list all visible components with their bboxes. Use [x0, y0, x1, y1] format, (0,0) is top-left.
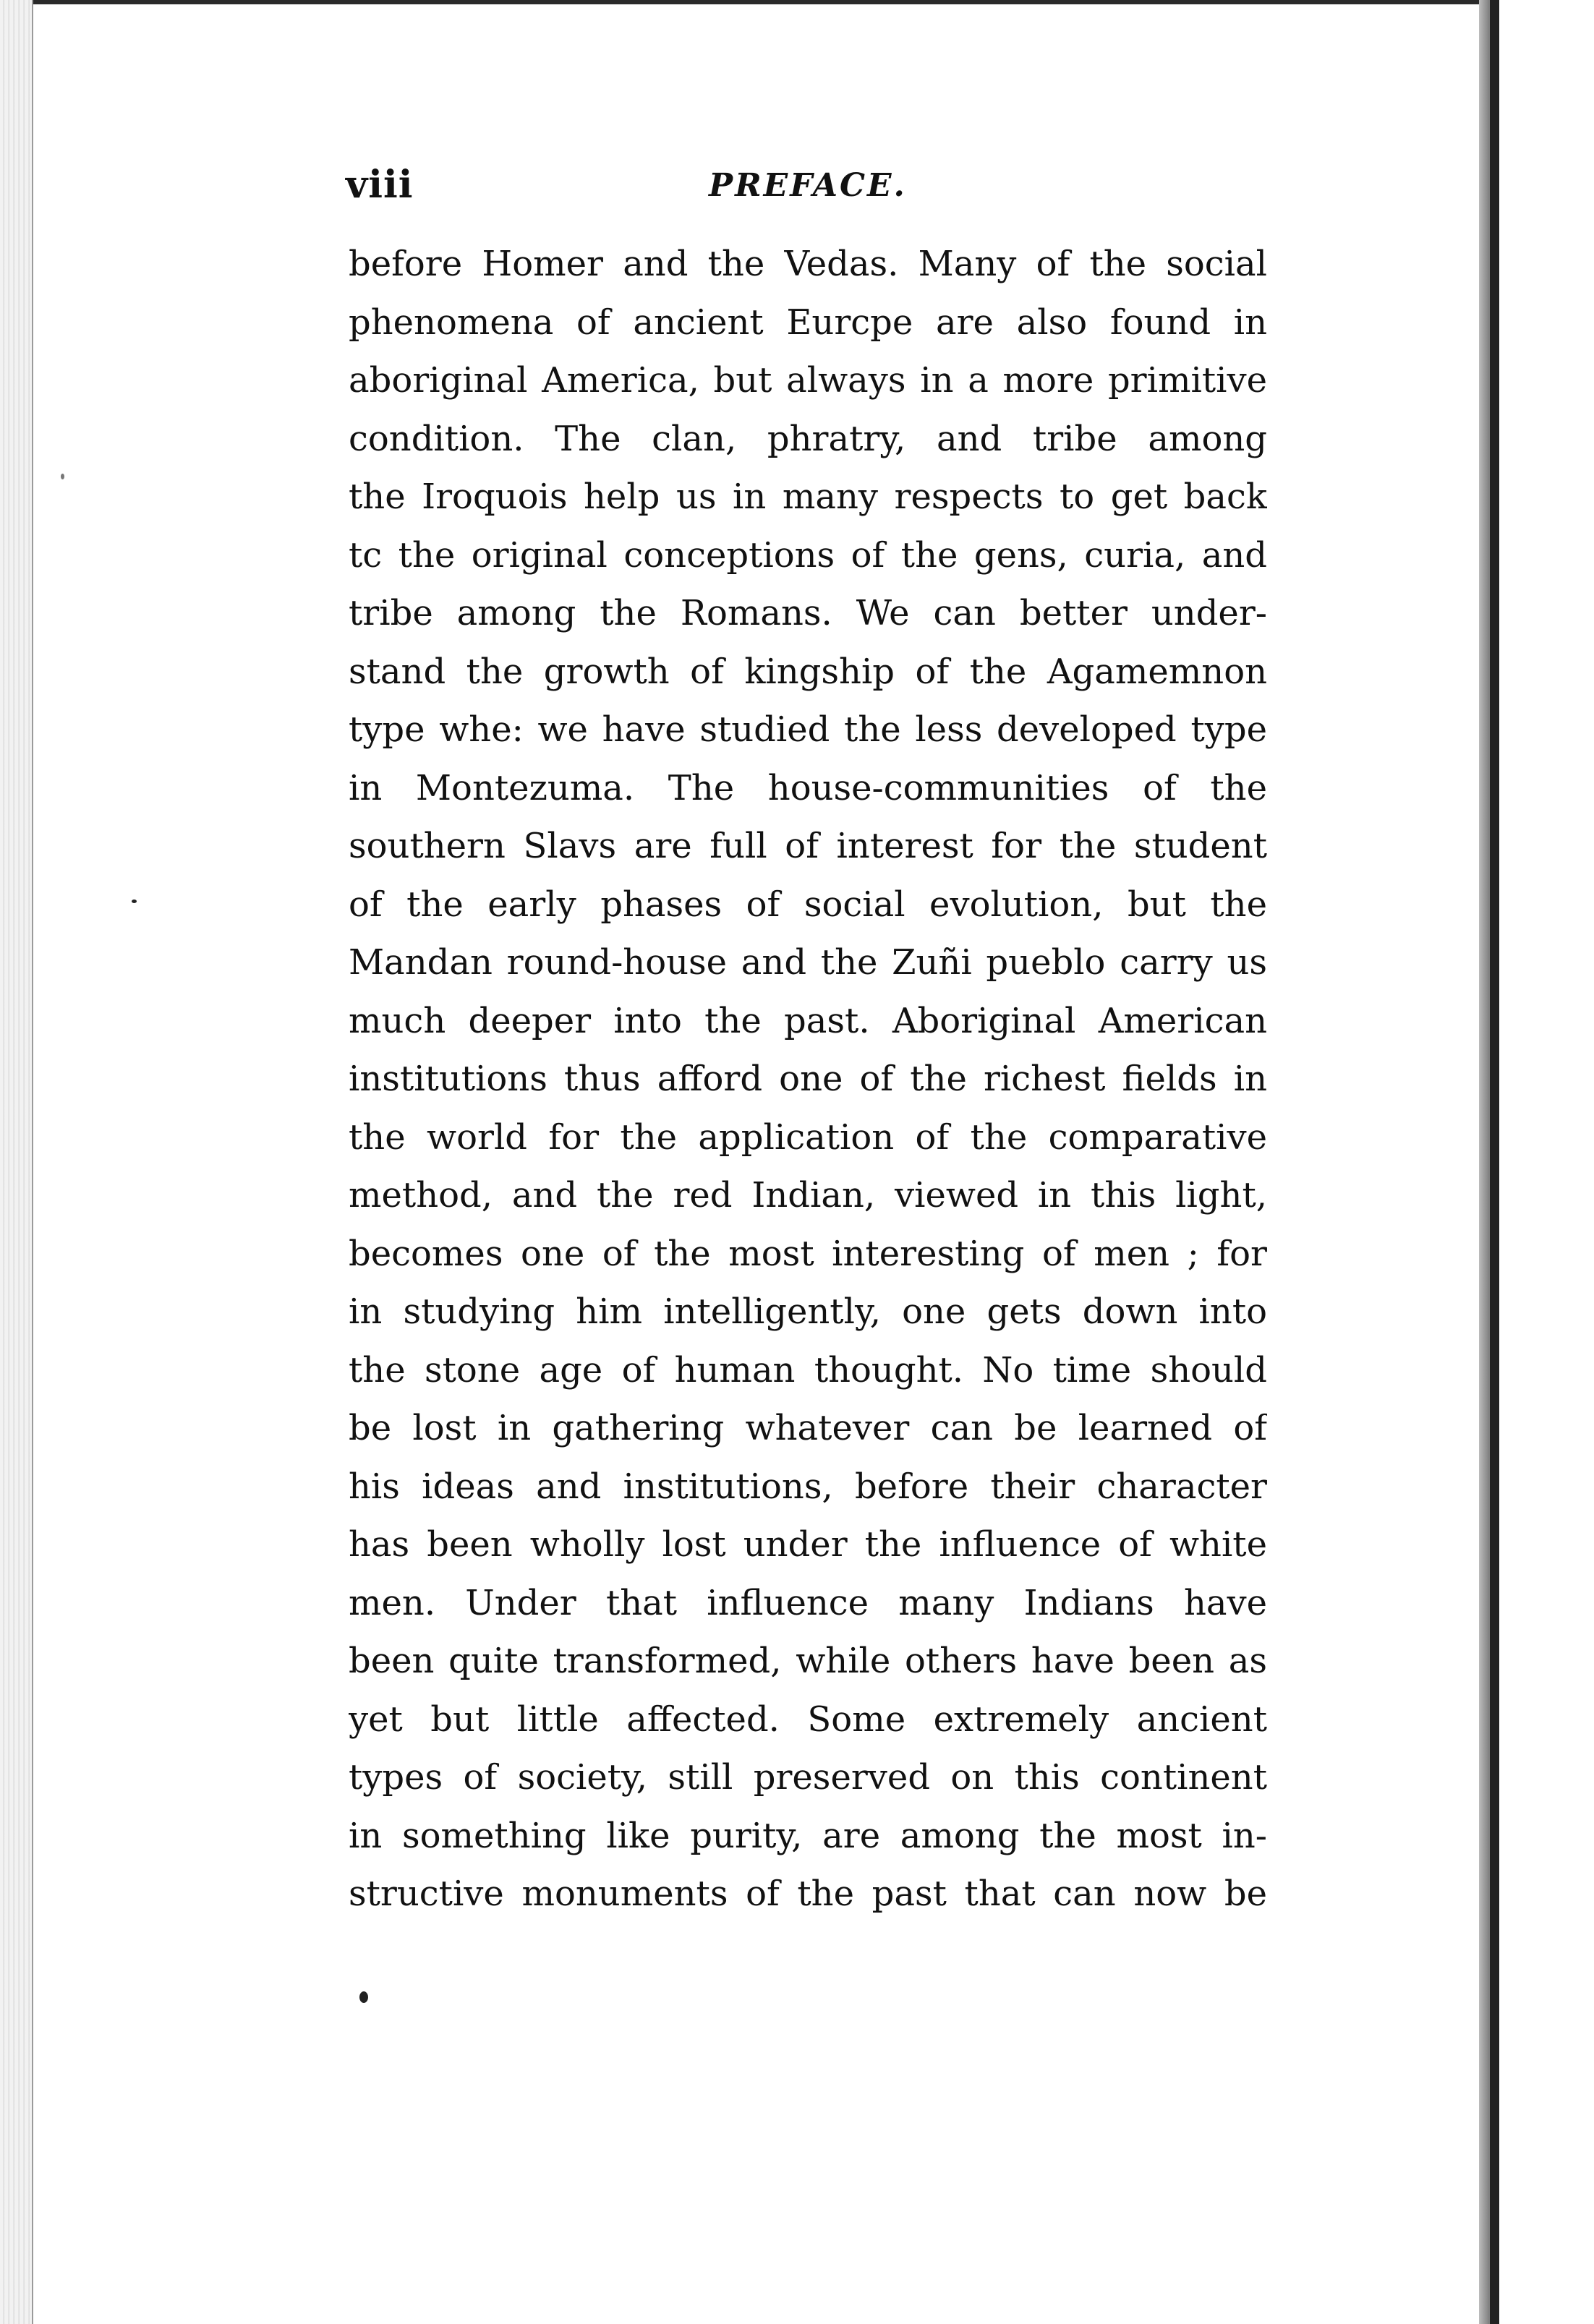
- text-line: the Iroquois help us in many respects to get back: [349, 477, 1267, 517]
- body-text: [349, 235, 1267, 1923]
- text-line: southern Slavs are full of interest for the student: [349, 826, 1267, 866]
- text-line: institutions thus afford one of the richest fields in: [349, 1059, 1267, 1099]
- text-line: men. Under that influence many Indians have: [349, 1582, 1267, 1623]
- top-border: [33, 0, 1487, 4]
- text-line: Mandan round-house and the Zuñi pueblo carry us: [349, 942, 1267, 983]
- text-line: in studying him intelligently, one gets down into: [349, 1291, 1267, 1332]
- text-line: be lost in gathering whatever can be learned of: [349, 1408, 1267, 1448]
- text-line: his ideas and institutions, before their character: [349, 1466, 1267, 1507]
- ink-speck: [359, 1991, 368, 2003]
- text-line: yet but little affected. Some extremely ancient: [349, 1699, 1267, 1740]
- text-line: condition. The clan, phratry, and tribe among: [349, 418, 1267, 459]
- text-line: has been wholly lost under the influence of white: [349, 1524, 1267, 1565]
- page-edge-left-line: [32, 0, 33, 2324]
- text-line: been quite transformed, while others have been as: [349, 1641, 1267, 1681]
- page-edge-right-margin: [1499, 0, 1594, 2324]
- text-line: aboriginal America, but always in a more primitive: [349, 360, 1267, 401]
- page-number: viii: [346, 163, 414, 207]
- text-line: structive monuments of the past that can now be: [349, 1874, 1267, 1914]
- text-line: in something like purity, are among the most in-: [349, 1815, 1267, 1856]
- page-edge-left: [0, 0, 33, 2324]
- text-line: stand the growth of kingship of the Agamemnon: [349, 651, 1267, 692]
- running-title: PREFACE.: [709, 167, 907, 204]
- text-line: method, and the red Indian, viewed in this light,: [349, 1175, 1267, 1216]
- text-line: much deeper into the past. Aboriginal American: [349, 1000, 1267, 1041]
- text-line: type whe: we have studied the less developed type: [349, 709, 1267, 750]
- text-line: of the early phases of social evolution, but the: [349, 884, 1267, 925]
- text-line: before Homer and the Vedas. Many of the social: [349, 244, 1267, 284]
- text-line: the stone age of human thought. No time should: [349, 1349, 1267, 1390]
- page-header: [346, 163, 1271, 213]
- text-line: tc the original conceptions of the gens, curia, and: [349, 534, 1267, 576]
- text-line: the world for the application of the comparative: [349, 1116, 1267, 1158]
- text-line: in Montezuma. The house-communities of the: [349, 767, 1267, 808]
- text-line: phenomena of ancient Eurcpe are also found in: [349, 302, 1267, 343]
- ink-speck: [132, 900, 137, 903]
- text-line: types of society, still preserved on this continent: [349, 1757, 1267, 1798]
- text-line: tribe among the Romans. We can better under-: [349, 593, 1267, 633]
- ink-speck: [61, 474, 64, 479]
- text-line: becomes one of the most interesting of men ; for: [349, 1233, 1267, 1274]
